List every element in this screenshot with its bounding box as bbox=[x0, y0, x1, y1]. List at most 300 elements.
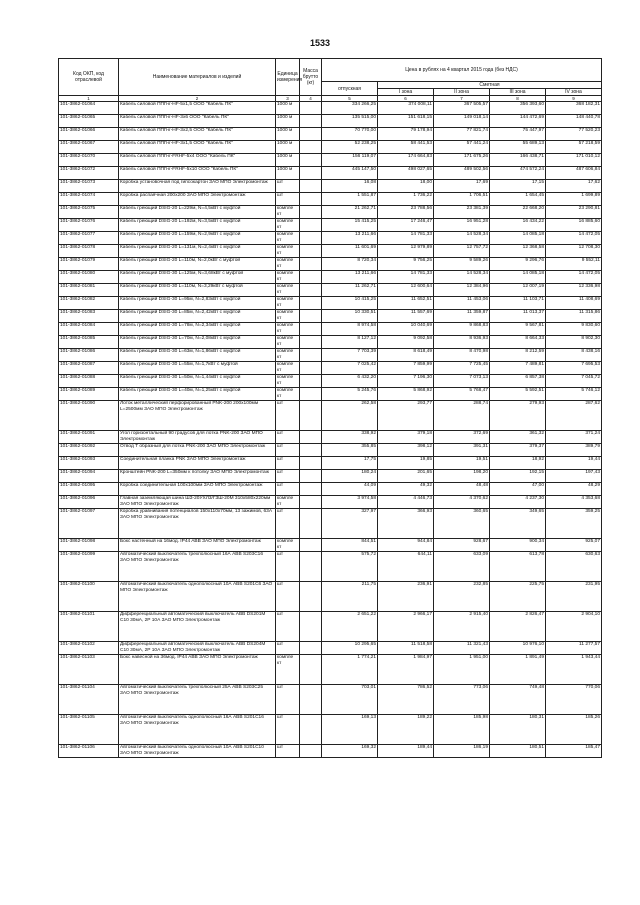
table-cell-unit: компле кт bbox=[276, 245, 300, 258]
table-cell-code: 101-3862-01091 bbox=[59, 431, 119, 444]
table-cell-zone-4-price: 368 182,31 bbox=[546, 102, 602, 115]
table-cell-zone-2-price: 7 073,13 bbox=[434, 375, 490, 388]
table-row bbox=[59, 180, 602, 193]
table-cell-code: 101-3862-01081 bbox=[59, 284, 119, 297]
table-cell-zone-1-price: 5 868,92 bbox=[378, 388, 434, 401]
table-cell-zone-1-price: 11 518,58 bbox=[378, 642, 434, 655]
table-cell-code: 101-3862-01065 bbox=[59, 115, 119, 128]
table-cell-mass bbox=[300, 431, 322, 444]
table-cell-zone-4-price: 11 277,57 bbox=[546, 642, 602, 655]
table-cell-mass bbox=[300, 193, 322, 206]
table-cell-zone-4-price: 19,44 bbox=[546, 457, 602, 470]
table-cell-release-price: 8 127,12 bbox=[322, 336, 378, 349]
table-cell-zone-1-price: 4 446,73 bbox=[378, 496, 434, 509]
table-cell-zone-1-price: 23 788,56 bbox=[378, 206, 434, 219]
table-row bbox=[59, 232, 602, 245]
table-cell-zone-2-price: 372,69 bbox=[434, 431, 490, 444]
table-cell-zone-3-price: 144 472,69 bbox=[490, 115, 546, 128]
table-cell-zone-1-price: 10 040,69 bbox=[378, 323, 434, 336]
table-cell-name: Кабель силовой ППГнг-HF-5х1,5 ООО "Кабель ПК" bbox=[119, 102, 276, 115]
table-cell-release-price: 135 515,00 bbox=[322, 115, 378, 128]
table-cell-code: 101-3862-01089 bbox=[59, 388, 119, 401]
table-row bbox=[59, 685, 602, 715]
table-cell-release-price: 52 238,25 bbox=[322, 141, 378, 154]
table-cell-name: Кабель греющий DSIG-30 L=110м, N=3,29кВт с муфтой bbox=[119, 284, 276, 297]
table-cell-code: 101-3862-01094 bbox=[59, 470, 119, 483]
table-cell-release-price: 703,01 bbox=[322, 685, 378, 715]
table-cell-code: 101-3862-01074 bbox=[59, 193, 119, 206]
table-cell-code: 101-3862-01066 bbox=[59, 128, 119, 141]
table-cell-zone-2-price: 9 868,83 bbox=[434, 323, 490, 336]
column-number: 8 bbox=[490, 96, 546, 102]
table-cell-zone-3-price: 9 296,76 bbox=[490, 258, 546, 271]
table-cell-mass bbox=[300, 180, 322, 193]
table-cell-code: 101-3862-01103 bbox=[59, 655, 119, 685]
table-cell-zone-4-price: 17,62 bbox=[546, 180, 602, 193]
header-zone-3: III зона bbox=[490, 89, 546, 96]
table-cell-zone-4-price: 371,24 bbox=[546, 431, 602, 444]
table-cell-zone-4-price: 148 440,78 bbox=[546, 115, 602, 128]
table-cell-unit: компле кт bbox=[276, 271, 300, 284]
table-cell-unit: 1000 м bbox=[276, 102, 300, 115]
header-estimate-price: Сметная bbox=[378, 82, 602, 89]
table-cell-code: 101-3862-01070 bbox=[59, 154, 119, 167]
table-cell-release-price: 355,85 bbox=[322, 444, 378, 457]
table-cell-unit: шт bbox=[276, 582, 300, 612]
table-cell-zone-1-price: 293,77 bbox=[378, 401, 434, 431]
table-cell-zone-1-price: 7 859,99 bbox=[378, 362, 434, 375]
table-cell-zone-1-price: 9 092,58 bbox=[378, 336, 434, 349]
table-cell-release-price: 8 720,34 bbox=[322, 258, 378, 271]
table-cell-zone-3-price: 2 826,47 bbox=[490, 612, 546, 642]
table-cell-release-price: 7 025,42 bbox=[322, 362, 378, 375]
table-cell-zone-2-price: 57 441,24 bbox=[434, 141, 490, 154]
table-cell-zone-2-price: 5 768,47 bbox=[434, 388, 490, 401]
table-cell-name: Автоматический выключатель однополюсный 10А ABB S201C6 ЗАО МПО Электромонтаж bbox=[119, 582, 276, 612]
table-cell-zone-3-price: 379,37 bbox=[490, 444, 546, 457]
table-cell-zone-4-price: 231,95 bbox=[546, 582, 602, 612]
table-cell-zone-1-price: 174 664,83 bbox=[378, 154, 434, 167]
table-row bbox=[59, 206, 602, 219]
table-body bbox=[59, 102, 602, 758]
table-cell-zone-2-price: 186,19 bbox=[434, 745, 490, 758]
table-cell-unit: компле кт bbox=[276, 310, 300, 323]
table-cell-zone-1-price: 12 600,64 bbox=[378, 284, 434, 297]
table-cell-zone-4-price: 12 336,98 bbox=[546, 284, 602, 297]
table-row bbox=[59, 154, 602, 167]
table-cell-zone-2-price: 8 936,93 bbox=[434, 336, 490, 349]
table-cell-release-price: 211,75 bbox=[322, 582, 378, 612]
table-row bbox=[59, 141, 602, 154]
table-cell-zone-1-price: 14 781,33 bbox=[378, 271, 434, 284]
table-cell-unit: компле кт bbox=[276, 297, 300, 310]
table-cell-zone-3-price: 8 212,59 bbox=[490, 349, 546, 362]
table-cell-mass bbox=[300, 715, 322, 745]
table-cell-zone-4-price: 14 472,05 bbox=[546, 271, 602, 284]
header-mass: Масса брутто (кг) bbox=[300, 59, 322, 96]
table-cell-zone-3-price: 47,00 bbox=[490, 483, 546, 496]
table-cell-release-price: 44,09 bbox=[322, 483, 378, 496]
table-cell-release-price: 11 262,71 bbox=[322, 284, 378, 297]
table-cell-zone-4-price: 23 290,81 bbox=[546, 206, 602, 219]
table-cell-release-price: 10 415,25 bbox=[322, 297, 378, 310]
table-cell-mass bbox=[300, 612, 322, 642]
table-cell-mass bbox=[300, 685, 322, 715]
table-cell-zone-2-price: 12 757,72 bbox=[434, 245, 490, 258]
table-cell-name: Кабель силовой ППГнг-FRHF-5х4 ООО "Кабель ПК" bbox=[119, 154, 276, 167]
table-cell-code: 101-3862-01085 bbox=[59, 336, 119, 349]
table-cell-unit: шт bbox=[276, 444, 300, 457]
table-cell-zone-4-price: 770,06 bbox=[546, 685, 602, 715]
table-cell-name: Кабель греющий DSIG-20 L=192м, N=3,5кВт с муфтой bbox=[119, 219, 276, 232]
table-cell-code: 101-3862-01101 bbox=[59, 612, 119, 642]
table-cell-code: 101-3862-01099 bbox=[59, 552, 119, 582]
table-cell-zone-1-price: 9 756,25 bbox=[378, 258, 434, 271]
table-cell-zone-3-price: 6 857,38 bbox=[490, 375, 546, 388]
table-cell-release-price: 3 974,58 bbox=[322, 496, 378, 509]
table-cell-name: Автоматический выключатель однополюсный 16А ABB S201C16 ЗАО МПО Электромонтаж bbox=[119, 715, 276, 745]
table-cell-zone-1-price: 2 966,17 bbox=[378, 612, 434, 642]
table-cell-unit: компле кт bbox=[276, 336, 300, 349]
table-cell-name: Кронштейн PNK-200 L=350мм к потолку ЗАО МПО Электромонтаж bbox=[119, 470, 276, 483]
table-cell-mass bbox=[300, 271, 322, 284]
table-row bbox=[59, 552, 602, 582]
table-cell-unit: шт bbox=[276, 612, 300, 642]
table-cell-zone-2-price: 17,69 bbox=[434, 180, 490, 193]
table-cell-zone-1-price: 151 618,15 bbox=[378, 115, 434, 128]
table-cell-unit: компле кт bbox=[276, 349, 300, 362]
table-cell-release-price: 8 974,58 bbox=[322, 323, 378, 336]
table-row bbox=[59, 431, 602, 444]
table-cell-mass bbox=[300, 128, 322, 141]
table-cell-code: 101-3862-01105 bbox=[59, 715, 119, 745]
table-cell-unit: шт bbox=[276, 745, 300, 758]
column-number: 9 bbox=[546, 96, 602, 102]
table-cell-unit: компле кт bbox=[276, 655, 300, 685]
table-cell-zone-2-price: 9 589,26 bbox=[434, 258, 490, 271]
table-cell-mass bbox=[300, 457, 322, 470]
table-cell-zone-3-price: 5 592,51 bbox=[490, 388, 546, 401]
table-cell-name: Дифференциальный автоматический выключатель ABB DS204M C10 30мА, 2P 10А ЗАО МПО Электромонтаж bbox=[119, 642, 276, 655]
table-cell-zone-4-price: 185,26 bbox=[546, 715, 602, 745]
table-row bbox=[59, 745, 602, 758]
table-cell-code: 101-3862-01079 bbox=[59, 258, 119, 271]
table-cell-zone-4-price: 8 438,16 bbox=[546, 349, 602, 362]
table-cell-mass bbox=[300, 154, 322, 167]
table-cell-code: 101-3862-01078 bbox=[59, 245, 119, 258]
table-cell-zone-4-price: 487 606,84 bbox=[546, 167, 602, 180]
table-cell-mass bbox=[300, 483, 322, 496]
table-row bbox=[59, 258, 602, 271]
table-cell-name: Кабель греющий DSIG-20 L=229м, N=4,5кВт с муфтой bbox=[119, 206, 276, 219]
table-row bbox=[59, 612, 602, 642]
table-cell-zone-2-price: 149 018,14 bbox=[434, 115, 490, 128]
table-row bbox=[59, 310, 602, 323]
table-cell-release-price: 338,92 bbox=[322, 431, 378, 444]
table-cell-name: Коробка распаячная 200х200 ЗАО МПО Электромонтаж bbox=[119, 193, 276, 206]
table-cell-zone-3-price: 356 393,60 bbox=[490, 102, 546, 115]
table-cell-zone-4-price: 9 552,11 bbox=[546, 258, 602, 271]
table-cell-release-price: 13 211,66 bbox=[322, 271, 378, 284]
table-cell-zone-1-price: 7 196,30 bbox=[378, 375, 434, 388]
table-cell-name: Автоматический выключатель трехполюсный 16А ABB S203C16 ЗАО МПО Электромонтаж bbox=[119, 552, 276, 582]
table-row bbox=[59, 167, 602, 180]
table-row bbox=[59, 401, 602, 431]
table-row bbox=[59, 655, 602, 685]
table-cell-zone-2-price: 232,85 bbox=[434, 582, 490, 612]
table-cell-zone-3-price: 22 668,20 bbox=[490, 206, 546, 219]
table-cell-name: Кабель греющий DSIG-30 L=55м, N=1,7кВт с муфтой bbox=[119, 362, 276, 375]
table-cell-unit: шт bbox=[276, 552, 300, 582]
table-cell-release-price: 445 147,50 bbox=[322, 167, 378, 180]
table-cell-zone-2-price: 2 915,40 bbox=[434, 612, 490, 642]
table-cell-zone-4-price: 197,43 bbox=[546, 470, 602, 483]
table-cell-zone-2-price: 14 528,34 bbox=[434, 232, 490, 245]
table-row bbox=[59, 349, 602, 362]
table-cell-name: Кабель силовой ППГнг-FRHF-5х10 ООО "Кабель ПК" bbox=[119, 167, 276, 180]
table-cell-code: 101-3862-01097 bbox=[59, 509, 119, 539]
table-cell-zone-2-price: 288,74 bbox=[434, 401, 490, 431]
table-cell-zone-3-price: 225,75 bbox=[490, 582, 546, 612]
table-cell-unit: 1000 м bbox=[276, 167, 300, 180]
table-cell-mass bbox=[300, 336, 322, 349]
table-cell-mass bbox=[300, 245, 322, 258]
table-cell-zone-3-price: 9 567,81 bbox=[490, 323, 546, 336]
table-cell-unit: компле кт bbox=[276, 232, 300, 245]
table-row bbox=[59, 582, 602, 612]
table-cell-zone-4-price: 925,07 bbox=[546, 539, 602, 552]
column-number: 4 bbox=[300, 96, 322, 102]
table-cell-zone-4-price: 57 218,59 bbox=[546, 141, 602, 154]
table-cell-zone-2-price: 367 505,57 bbox=[434, 102, 490, 115]
table-cell-name: Бокс навесной на 36мод. IP44 ABB ЗАО МПО Электромонтаж bbox=[119, 655, 276, 685]
table-cell-name: Кабель греющий DSIG-30 L=95м, N=2,83кВт с муфтой bbox=[119, 297, 276, 310]
table-cell-release-price: 17,75 bbox=[322, 457, 378, 470]
table-cell-name: Лоток металлический перфорированный PNK-200 200х100мм L=2500мм ЗАО МПО Электромонтаж bbox=[119, 401, 276, 431]
table-cell-name: Кабель греющий DSIG-20 L=110м, N=2,0кВт с муфтой bbox=[119, 258, 276, 271]
table-cell-zone-3-price: 12 007,19 bbox=[490, 284, 546, 297]
table-cell-code: 101-3862-01093 bbox=[59, 457, 119, 470]
table-cell-name: Кабель греющий DSIG-30 L=125м, N=3,68кВт с муфтой bbox=[119, 271, 276, 284]
table-cell-code: 101-3862-01067 bbox=[59, 141, 119, 154]
table-cell-mass bbox=[300, 539, 322, 552]
table-cell-mass bbox=[300, 219, 322, 232]
table-cell-unit: шт bbox=[276, 193, 300, 206]
table-row bbox=[59, 642, 602, 655]
table-cell-mass bbox=[300, 349, 322, 362]
table-cell-unit: шт bbox=[276, 457, 300, 470]
table-cell-unit: 1000 м bbox=[276, 115, 300, 128]
table-cell-zone-4-price: 287,62 bbox=[546, 401, 602, 431]
table-cell-code: 101-3862-01090 bbox=[59, 401, 119, 431]
table-cell-zone-4-price: 5 746,12 bbox=[546, 388, 602, 401]
table-cell-unit: 1000 м bbox=[276, 141, 300, 154]
table-cell-release-price: 13 211,66 bbox=[322, 232, 378, 245]
table-cell-name: Кабель греющий DSIG-30 L=40м, N=1,25кВт с муфтой bbox=[119, 388, 276, 401]
table-cell-code: 101-3862-01095 bbox=[59, 483, 119, 496]
table-cell-zone-1-price: 1 984,97 bbox=[378, 655, 434, 685]
table-cell-release-price: 5 245,76 bbox=[322, 388, 378, 401]
table-cell-zone-2-price: 4 370,62 bbox=[434, 496, 490, 509]
table-cell-mass bbox=[300, 323, 322, 336]
table-row bbox=[59, 375, 602, 388]
table-cell-mass bbox=[300, 582, 322, 612]
table-cell-release-price: 180,24 bbox=[322, 470, 378, 483]
table-cell-release-price: 327,97 bbox=[322, 509, 378, 539]
table-cell-name: Кабель греющий DSIG-30 L=70м, N=2,08кВт с муфтой bbox=[119, 336, 276, 349]
table-cell-release-price: 70 770,00 bbox=[322, 128, 378, 141]
header-zone-4: IV зона bbox=[546, 89, 602, 96]
table-cell-name: Автоматический выключатель однополюсный 10А ABB S201C10 ЗАО МПО Электромонтаж bbox=[119, 745, 276, 758]
table-cell-name: Кабель греющий DSIG-20 L=159м, N=2,9кВт с муфтой bbox=[119, 232, 276, 245]
table-cell-name: Главная заземляющая шина ШЗ-20УХЛ3/ГЗШ-20М 310х580х220мм ЗАО МПО Электромонтаж bbox=[119, 496, 276, 509]
table-cell-code: 101-3862-01064 bbox=[59, 102, 119, 115]
table-cell-release-price: 10 295,65 bbox=[322, 642, 378, 655]
table-cell-zone-2-price: 391,31 bbox=[434, 444, 490, 457]
header-price-group: Цена в рублях на 4 квартал 2015 года (без НДС) bbox=[322, 59, 602, 82]
table-cell-zone-1-price: 18,00 bbox=[378, 180, 434, 193]
table-cell-name: Коробка соединительная 100х100мм ЗАО МПО Электромонтаж bbox=[119, 483, 276, 496]
table-cell-mass bbox=[300, 444, 322, 457]
table-cell-unit: компле кт bbox=[276, 323, 300, 336]
table-cell-mass bbox=[300, 258, 322, 271]
table-row bbox=[59, 297, 602, 310]
table-cell-mass bbox=[300, 102, 322, 115]
table-cell-zone-1-price: 189,44 bbox=[378, 745, 434, 758]
table-cell-zone-3-price: 749,48 bbox=[490, 685, 546, 715]
table-row bbox=[59, 336, 602, 349]
table-cell-unit: шт bbox=[276, 180, 300, 193]
table-cell-zone-2-price: 12 384,96 bbox=[434, 284, 490, 297]
table-cell-zone-1-price: 1 736,22 bbox=[378, 193, 434, 206]
table-row bbox=[59, 457, 602, 470]
table-cell-zone-4-price: 359,25 bbox=[546, 509, 602, 539]
table-cell-zone-2-price: 633,09 bbox=[434, 552, 490, 582]
table-row bbox=[59, 102, 602, 115]
column-number: 7 bbox=[434, 96, 490, 102]
table-cell-zone-3-price: 4 237,30 bbox=[490, 496, 546, 509]
table-cell-zone-1-price: 786,52 bbox=[378, 685, 434, 715]
table-row bbox=[59, 496, 602, 509]
table-row bbox=[59, 388, 602, 401]
table-cell-mass bbox=[300, 167, 322, 180]
table-cell-zone-4-price: 12 708,30 bbox=[546, 245, 602, 258]
table-cell-zone-2-price: 773,06 bbox=[434, 685, 490, 715]
table-cell-unit: 1000 м bbox=[276, 154, 300, 167]
table-cell-unit: шт bbox=[276, 642, 300, 655]
table-row bbox=[59, 115, 602, 128]
table-cell-zone-1-price: 398,12 bbox=[378, 444, 434, 457]
table-cell-zone-1-price: 12 979,89 bbox=[378, 245, 434, 258]
table-row bbox=[59, 323, 602, 336]
table-cell-mass bbox=[300, 552, 322, 582]
table-cell-name: Отвод Т образный для лотка PNK-200 ЗАО МПО Электромонтаж bbox=[119, 444, 276, 457]
table-row bbox=[59, 128, 602, 141]
table-cell-code: 101-3862-01098 bbox=[59, 539, 119, 552]
table-cell-zone-4-price: 389,79 bbox=[546, 444, 602, 457]
table-cell-mass bbox=[300, 401, 322, 431]
table-cell-zone-3-price: 55 689,13 bbox=[490, 141, 546, 154]
table-cell-zone-4-price: 16 885,60 bbox=[546, 219, 602, 232]
table-cell-unit: шт bbox=[276, 401, 300, 431]
table-cell-mass bbox=[300, 496, 322, 509]
table-cell-release-price: 2 651,22 bbox=[322, 612, 378, 642]
table-cell-zone-4-price: 630,63 bbox=[546, 552, 602, 582]
table-cell-zone-4-price: 7 045,72 bbox=[546, 375, 602, 388]
table-cell-zone-3-price: 361,32 bbox=[490, 431, 546, 444]
table-cell-mass bbox=[300, 206, 322, 219]
table-cell-zone-2-price: 16 951,28 bbox=[434, 219, 490, 232]
table-cell-zone-2-price: 1 951,00 bbox=[434, 655, 490, 685]
table-cell-zone-3-price: 279,93 bbox=[490, 401, 546, 431]
table-cell-name: Кабель греющий DSIG-30 L=63м, N=1,86кВт с муфтой bbox=[119, 349, 276, 362]
table-cell-mass bbox=[300, 284, 322, 297]
table-cell-code: 101-3862-01100 bbox=[59, 582, 119, 612]
table-cell-code: 101-3862-01073 bbox=[59, 180, 119, 193]
page-number: 1533 bbox=[309, 38, 331, 48]
table-cell-name: Автоматический выключатель трехполюсный 25А ABB S203C25 ЗАО МПО Электромонтаж bbox=[119, 685, 276, 715]
column-number: 6 bbox=[378, 96, 434, 102]
table-cell-release-price: 334 266,25 bbox=[322, 102, 378, 115]
table-cell-code: 101-3862-01088 bbox=[59, 375, 119, 388]
table-cell-unit: шт bbox=[276, 483, 300, 496]
header-unit: Единица измерения bbox=[276, 59, 300, 96]
table-cell-zone-3-price: 14 085,18 bbox=[490, 271, 546, 284]
table-cell-code: 101-3862-01077 bbox=[59, 232, 119, 245]
table-cell-name: Кабель силовой ППГнг-HF-3х1,5 ООО "Кабель ПК" bbox=[119, 141, 276, 154]
table-cell-name: Дифференциальный автоматический выключатель ABB DS201M C10 30мА, 2P 10А ЗАО МПО Электромонтаж bbox=[119, 612, 276, 642]
table-cell-unit: шт bbox=[276, 431, 300, 444]
table-cell-name: Коробка установочная под гипсокартон ЗАО МПО Электромонтаж bbox=[119, 180, 276, 193]
table-cell-code: 101-3862-01083 bbox=[59, 310, 119, 323]
table-cell-unit: шт bbox=[276, 685, 300, 715]
table-cell-code: 101-3862-01082 bbox=[59, 297, 119, 310]
table-row bbox=[59, 483, 602, 496]
table-cell-zone-4-price: 4 353,68 bbox=[546, 496, 602, 509]
table-cell-release-price: 7 703,39 bbox=[322, 349, 378, 362]
table-cell-release-price: 6 432,20 bbox=[322, 375, 378, 388]
table-cell-zone-2-price: 171 675,26 bbox=[434, 154, 490, 167]
table-cell-mass bbox=[300, 642, 322, 655]
table-row bbox=[59, 715, 602, 745]
table-row bbox=[59, 362, 602, 375]
table-cell-unit: шт bbox=[276, 470, 300, 483]
table-cell-release-price: 1 551,87 bbox=[322, 193, 378, 206]
table-cell-code: 101-3862-01092 bbox=[59, 444, 119, 457]
column-number: 5 bbox=[322, 96, 378, 102]
table-cell-zone-3-price: 900,34 bbox=[490, 539, 546, 552]
table-cell-unit: 1000 м bbox=[276, 128, 300, 141]
table-cell-zone-1-price: 366,93 bbox=[378, 509, 434, 539]
table-cell-mass bbox=[300, 655, 322, 685]
table-cell-mass bbox=[300, 115, 322, 128]
header-name: Наименование материалов и изделий bbox=[119, 59, 276, 96]
table-cell-zone-3-price: 10 976,10 bbox=[490, 642, 546, 655]
table-cell-zone-1-price: 374 008,11 bbox=[378, 102, 434, 115]
table-cell-zone-2-price: 928,67 bbox=[434, 539, 490, 552]
table-row bbox=[59, 470, 602, 483]
table-cell-mass bbox=[300, 362, 322, 375]
table-cell-zone-1-price: 79 178,94 bbox=[378, 128, 434, 141]
table-cell-zone-4-price: 185,47 bbox=[546, 745, 602, 758]
table-cell-zone-2-price: 7 725,45 bbox=[434, 362, 490, 375]
table-cell-mass bbox=[300, 745, 322, 758]
table-cell-zone-3-price: 613,78 bbox=[490, 552, 546, 582]
table-cell-zone-4-price: 8 902,30 bbox=[546, 336, 602, 349]
table-cell-zone-1-price: 58 441,53 bbox=[378, 141, 434, 154]
table-cell-release-price: 1 774,21 bbox=[322, 655, 378, 685]
table-cell-mass bbox=[300, 141, 322, 154]
